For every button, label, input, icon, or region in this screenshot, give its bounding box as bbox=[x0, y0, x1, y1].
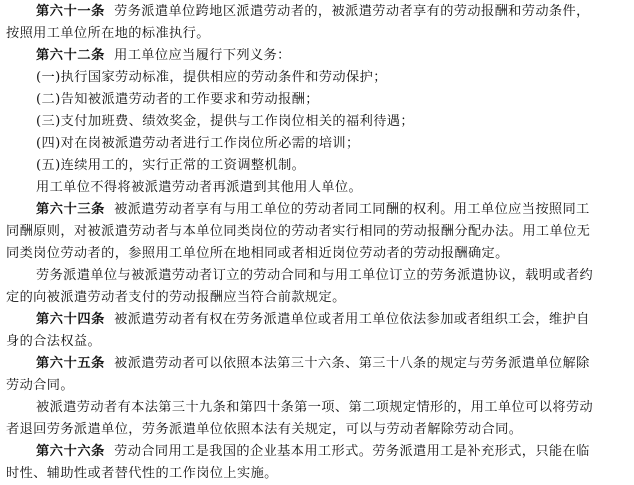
article-64-line-1 bbox=[36, 309, 590, 331]
article-63-number: 第六十三条 bbox=[36, 202, 105, 217]
article-65-para2-line-1: 被派遣劳动者有本法第三十九条和第四十条第一项、第二项规定情形的，用工单位可以将劳动 bbox=[36, 400, 594, 415]
article-65-line-2: 劳动合同。 bbox=[6, 378, 74, 393]
article-65-para2-line-2: 者退回劳务派遣单位，劳务派遣单位依照本法有关规定，可以与劳动者解除劳动合同。 bbox=[6, 422, 523, 437]
article-63-line-3: 同类岗位劳动者的，参照用工单位所在地相同或者相近岗位劳动者的劳动报酬确定。 bbox=[6, 246, 509, 261]
article-66-text: 劳动合同用工是我国的企业基本用工形式。劳务派遣用工是补充形式，只能在临 bbox=[114, 444, 590, 459]
article-61-text: 劳务派遣单位跨地区派遣劳动者的，被派遣劳动者享有的劳动报酬和劳动条件， bbox=[114, 4, 590, 19]
article-63-para2-line-1: 劳务派遣单位与被派遣劳动者订立的劳动合同和与用工单位订立的劳务派遣协议，载明或者约 bbox=[36, 268, 594, 283]
article-65-number: 第六十五条 bbox=[36, 356, 105, 371]
article-66-line-1 bbox=[36, 441, 590, 463]
article-62-item-5: (五)连续用工的，实行正常的工资调整机制。 bbox=[36, 158, 306, 173]
article-61-number: 第六十一条 bbox=[36, 4, 105, 19]
article-63-para2-line-2: 定的向被派遣劳动者支付的劳动报酬应当符合前款规定。 bbox=[6, 290, 346, 305]
article-64-number: 第六十四条 bbox=[36, 312, 105, 327]
article-62-item-1: (一)执行国家劳动标准，提供相应的劳动条件和劳动保护； bbox=[36, 70, 387, 85]
article-66-number: 第六十六条 bbox=[36, 444, 105, 459]
article-61-line-1 bbox=[36, 1, 590, 23]
article-64-text: 被派遣劳动者有权在劳务派遣单位或者用工单位依法参加或者组织工会，维护自 bbox=[114, 312, 590, 327]
article-62-item-4: (四)对在岗被派遣劳动者进行工作岗位所必需的培训； bbox=[36, 136, 360, 151]
article-63-text: 被派遣劳动者享有与用工单位的劳动者同工同酬的权利。用工单位应当按照同工 bbox=[114, 202, 590, 217]
article-63-line-2: 同酬原则，对被派遣劳动者与本单位同类岗位的劳动者实行相同的劳动报酬分配办法。用工单位无 bbox=[6, 224, 591, 239]
article-62-line-1 bbox=[36, 45, 291, 67]
article-66-line-2: 时性、辅助性或者替代性的工作岗位上实施。 bbox=[6, 466, 278, 481]
article-62-intro: 用工单位应当履行下列义务： bbox=[114, 48, 291, 63]
article-63-line-1 bbox=[36, 199, 590, 221]
article-61-line-2: 按照用工单位所在地的标准执行。 bbox=[6, 26, 210, 41]
article-62-number: 第六十二条 bbox=[36, 48, 105, 63]
article-62-closing: 用工单位不得将被派遣劳动者再派遣到其他用人单位。 bbox=[36, 180, 363, 195]
article-64-line-2: 身的合法权益。 bbox=[6, 334, 102, 349]
article-62-item-3: (三)支付加班费、绩效奖金，提供与工作岗位相关的福利待遇； bbox=[36, 114, 414, 129]
article-65-text: 被派遣劳动者可以依照本法第三十六条、第三十八条的规定与劳务派遣单位解除 bbox=[114, 356, 590, 371]
article-65-line-1 bbox=[36, 353, 590, 375]
article-62-item-2: (二)告知被派遣劳动者的工作要求和劳动报酬； bbox=[36, 92, 319, 107]
